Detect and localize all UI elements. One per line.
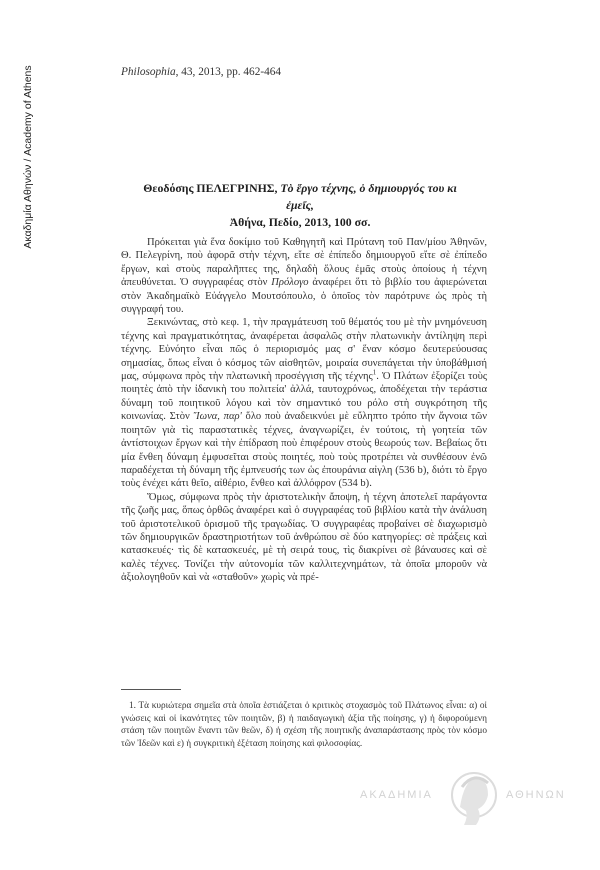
paragraph-2-text-b: . Ὁ Πλάτων ἐξορίζει τοὺς ποιητὲς ἀπὸ τὴν ἰδανικὴ του πολιτεία' ἀλλά, ταυτοχρόνως, ἀποδέχεται τὴν τεράστια δύναμη τοῦ ποιητικοῦ λόγου καὶ τὸν σημαντικό του ρόλο στὴ συγκρότηση τῆς κοινωνίας. Στὸν bbox=[121, 371, 488, 423]
side-label bbox=[20, 42, 36, 272]
paragraph-1-italic: Πρόλογο bbox=[271, 277, 309, 289]
author-name: Θεοδόσης ΠΕΛΕΓΡΙΝΗΣ, bbox=[143, 181, 278, 195]
review-heading bbox=[130, 180, 470, 231]
watermark-text-right: ΑΘΗΝΩΝ bbox=[506, 789, 566, 801]
paragraph-2 bbox=[121, 316, 487, 490]
paragraph-1-text-b: ἀναφέρει ὅτι τὸ βιβλίο του ἀφιερώνεται στὸν Ἀκαδημαϊκὸ Εὐάγγελο Μουτσόπουλο, ὁ ὁποῖος τὸν παρότρυνε ὡς πρὸς τὴ συγγραφή του. bbox=[121, 277, 487, 316]
publication-info: Ἀθήνα, Πεδίο, 2013, 100 σσ. bbox=[229, 215, 371, 229]
academy-watermark bbox=[360, 765, 566, 835]
academy-seal-icon bbox=[442, 765, 506, 835]
watermark-text-left: ΑΚΑΔΗΜΙΑ bbox=[360, 789, 433, 801]
paragraph-2-text-c: ὅλο ποὺ ἀναδεικνύει μὲ εὔληπτο τρόπο τὴν ἄγνοια τῶν ποιητῶν γιὰ τὶς παραστατικὲς τέχνες, ἀναγνωρίζει, ἐν τούτοις, τὴ γοητεία τῶν ἀντίστοιχων ἔργων καὶ τὴν ἐπίδραση ποὺ ἐπιφέρουν στοὺς θεωρούς των. Βεβαίως ὅτι μία ἔνθεη δύναμη ἐμφυσεῖται στοὺς ποιητές, ποὺ τοὺς προτρέπει νὰ συνθέσουν ἐνῶ παραδέχεται τὴ δύναμη τῆς ἐμπνευσής των ὡς ἐπουράνια αἰγλη (536 b), διότι τὸ ἔργο τοὺς ἐνέχει κάτι θεῖο, αἰθέριο, ἔνθεο καὶ ἀλλόφρον (534 b). bbox=[121, 411, 488, 490]
footnote-1: 1. Τὰ κυριώτερα σημεῖα στὰ ὁποῖα ἑστιάζεται ὁ κριτικὸς στοχασμὸς τοῦ Πλάτωνος εἶναι: α) οἱ γνώσεις καὶ οἱ ἱκανότητες τῶν ποιητῶν, β) ἡ παιδαγωγικὴ ἀξία τῆς ποίησης, γ) ἡ διφορούμενη στάση τῶν ποιητῶν ἔναντι τῶν θεῶν, δ) ἡ σχέση τῆς ποιητικῆς ἀναπαράστασης πρὸς τὸν κόσμο τῶν Ἰδεῶν καὶ ε) ἡ συγκριτικὴ ἐξέταση ποίησης καὶ φιλοσοφίας. bbox=[121, 701, 487, 749]
side-label-text: Ακαδημία Αθηνών / Academy of Athens bbox=[22, 65, 34, 249]
footnote-ref-1[interactable]: 1 bbox=[372, 368, 377, 377]
footnote-divider bbox=[121, 689, 181, 690]
journal-name: Philosophia bbox=[121, 66, 176, 78]
book-title: Τὸ ἔργο τέχνης, ὁ δημιουργός του κι ἐμεῖς, bbox=[280, 181, 457, 212]
paragraph-2-italic: Ἴωνα, παρ' bbox=[193, 411, 242, 423]
body-text bbox=[121, 236, 487, 585]
paragraph-3-text: Ὅμως, σύμφωνα πρὸς τὴν ἀριστοτελικὴν ἄποψη, ἡ τέχνη ἀποτελεῖ παράγοντα τῆς ζωῆς μας, ὅπως ὀρθῶς ἀναφέρει καὶ ὁ συγγραφέας τοῦ βιβλίου κατὰ τὴν ἀνάλυση τοῦ ἀριστοτελικοῦ ὁρισμοῦ τῆς τραγωδίας. Ὁ συγγραφέας προβαίνει σὲ διαχωρισμὸ τῶν δημιουργικῶν δραστηριοτήτων τοῦ ἀνθρώπου σὲ δύο κατηγορίες: σὲ πράξεις καὶ κατασκευές· τὶς δὲ κατασκευές, μὲ τὴ σειρά τους, τὶς διακρίνει σὲ βάναυσες καὶ σὲ καλὲς τέχνες. Τονίζει τὴν αὐτονομία τῶν καλλιτεχνημάτων, τὰ ὁποῖα μποροῦν νὰ ἀξιολογηθοῦν καὶ νὰ «σταθοῦν» χωρὶς νὰ πρέ- bbox=[121, 491, 487, 584]
paragraph-1 bbox=[121, 236, 487, 316]
heading-line-1 bbox=[130, 180, 470, 214]
paragraph-3 bbox=[121, 491, 487, 585]
paragraph-1-text-a: Πρόκειται γιὰ ἕνα δοκίμιο τοῦ Καθηγητῆ καὶ Πρύτανη τοῦ Παν/μίου Ἀθηνῶν, Θ. Πελεγρίνη, ποὺ ἀφορᾶ στὴν τέχνη, εἴτε σὲ ἐπίπεδο δημιουργοῦ εἴτε σὲ ἐπίπεδο ἔργων, καὶ στοὺς παραλῆπτες της, δηλαδὴ ὅλους ἐμᾶς στοὺς ὁποίους ἡ τέχνη ἀπευθύνεται. Ὁ συγγραφέας στὸν bbox=[121, 237, 487, 289]
journal-citation bbox=[121, 66, 281, 78]
journal-details: , 43, 2013, pp. 462-464 bbox=[175, 66, 282, 78]
paragraph-2-text-a: Ξεκινώντας, στὸ κεφ. 1, τὴν πραγμάτευση τοῦ θέματός του μὲ τὴν μνημόνευση τέχνης καὶ πραγματικότητας, ἀναφέρεται ἀσφαλῶς στὴν πλατωνικὴν ἀντίληψη περὶ τέχνης. Εὐνόητο εἶναι πῶς ὁ περιορισμός μας σ' ἕναν κόσμο δευτερεύουσας σημασίας, ὅπως εἶναι ὁ κόσμος τῶν αἰσθητῶν, μοιραία συνεπάγεται τὴν ὑποβάθμισή μας, σύμφωνα πρὸς τὴν πλατωνικὴ προσέγγιση τῆς τέχνης bbox=[121, 317, 487, 383]
